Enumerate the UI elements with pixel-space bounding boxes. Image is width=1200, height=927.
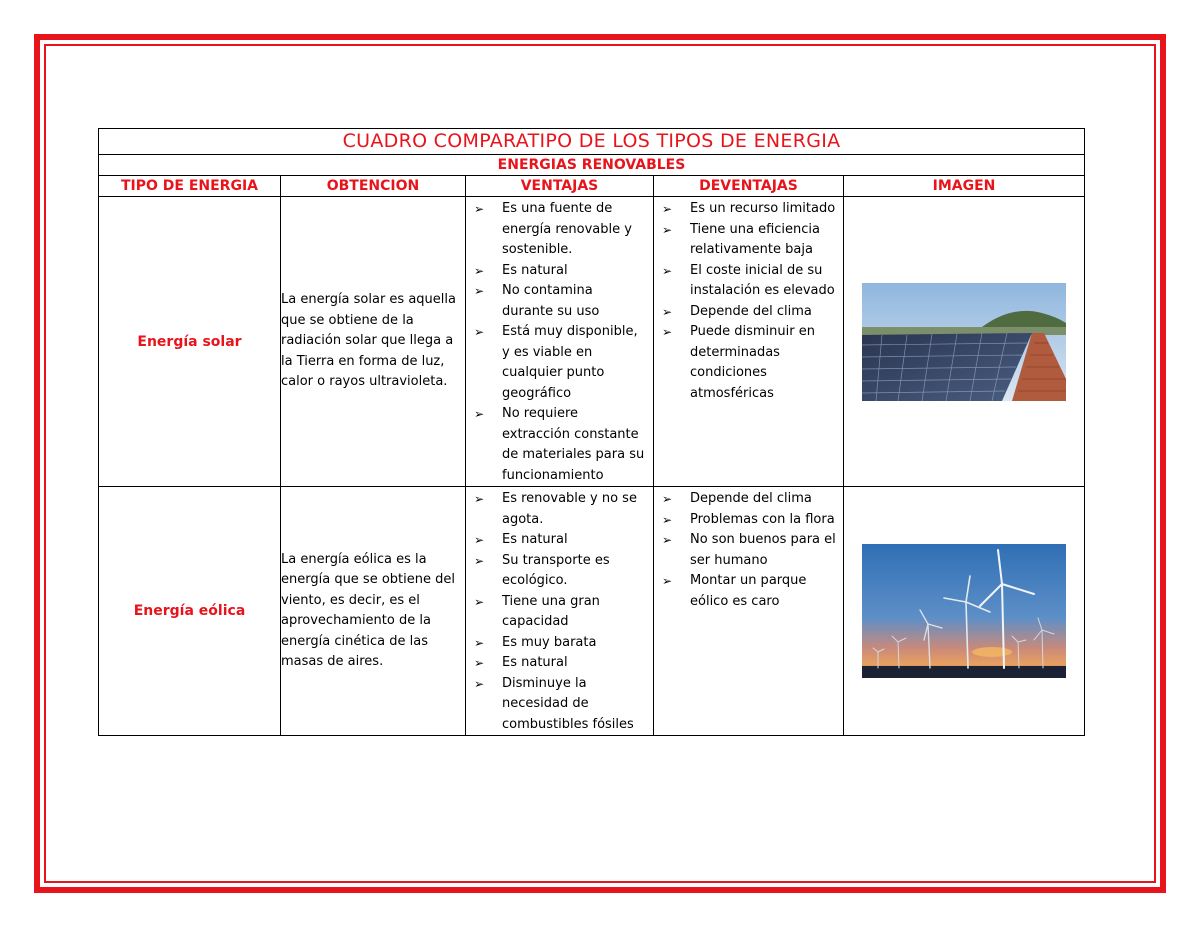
arrowhead-bullet-icon: ➢ — [474, 284, 485, 298]
list-item: ➢ Depende del clima — [660, 302, 837, 323]
column-header-ventajas: VENTAJAS — [466, 176, 654, 197]
arrowhead-bullet-icon: ➢ — [662, 263, 673, 278]
comparison-table — [98, 128, 1085, 736]
solar-panels-photo — [862, 283, 1066, 401]
list-item: ➢ Montar un parque eólico es caro — [662, 573, 807, 609]
column-headers — [99, 176, 1085, 197]
list-item: ➢ Es natural — [472, 653, 647, 674]
energy-type-solar: Energía solar — [99, 197, 281, 487]
list-item: ➢ Es natural — [472, 261, 647, 282]
table-subtitle: ENERGIAS RENOVABLES — [99, 155, 1085, 176]
arrowhead-bullet-icon: ➢ — [662, 574, 673, 588]
arrowhead-bullet-icon: ➢ — [662, 512, 673, 527]
ventajas-eolica — [466, 487, 654, 736]
list-item: ➢ Disminuye la necesidad de combustibles fósiles — [474, 675, 634, 732]
arrowhead-bullet-icon: ➢ — [662, 533, 673, 547]
arrowhead-bullet-icon: ➢ — [474, 594, 485, 609]
list-item: ➢ No requiere extracción constante de materiales para su funcionamiento — [474, 406, 645, 483]
list-item: ➢ Es natural — [472, 530, 647, 551]
column-header-tipo: TIPO DE ENERGIA — [99, 176, 281, 197]
ventajas-solar — [466, 197, 654, 487]
column-header-imagen: IMAGEN — [844, 176, 1085, 197]
arrowhead-bullet-icon: ➢ — [662, 492, 673, 506]
arrowhead-bullet-icon: ➢ — [474, 407, 485, 421]
arrowhead-bullet-icon: ➢ — [474, 492, 485, 506]
wind-turbines-photo — [862, 544, 1066, 678]
arrowhead-bullet-icon: ➢ — [474, 676, 485, 691]
column-header-obtencion: OBTENCION — [281, 176, 466, 197]
obtencion-solar: La energía solar es aquella que se obtiene de la radiación solar que llega a la Tierra en forma de luz, calor o rayos ultravioleta. — [281, 197, 466, 487]
list-item: ➢ Tiene una eficiencia relativamente baja — [662, 221, 821, 257]
image-cell-eolica — [844, 487, 1085, 736]
list-item: ➢ Puede disminuir en determinadas condiciones atmosféricas — [662, 324, 815, 401]
list-item: ➢ No son buenos para el ser humano — [662, 532, 836, 568]
arrowhead-bullet-icon: ➢ — [662, 325, 673, 339]
arrowhead-bullet-icon: ➢ — [474, 325, 485, 339]
list-item: ➢ No contamina durante su uso — [474, 283, 600, 319]
list-item: ➢ Problemas con la flora — [660, 510, 837, 531]
list-item: ➢ Es renovable y no se agota. — [474, 491, 637, 527]
arrowhead-bullet-icon: ➢ — [662, 202, 673, 216]
list-item: ➢ Es una fuente de energía renovable y sostenible. — [474, 201, 632, 257]
list-item: ➢ Está muy disponible, y es viable en cualquier punto geográfico — [474, 324, 638, 401]
image-cell-solar — [844, 197, 1085, 487]
arrowhead-bullet-icon: ➢ — [474, 656, 485, 670]
obtencion-eolica: La energía eólica es la energía que se obtiene del viento, es decir, es el aprovechamiento de la energía cinética de las masas de aires. — [281, 487, 466, 736]
arrowhead-bullet-icon: ➢ — [662, 222, 673, 237]
arrowhead-bullet-icon: ➢ — [474, 202, 485, 216]
list-item: ➢ Su transporte es ecológico. — [474, 552, 610, 588]
arrowhead-bullet-icon: ➢ — [474, 263, 485, 278]
arrowhead-bullet-icon: ➢ — [662, 304, 673, 319]
arrowhead-bullet-icon: ➢ — [474, 553, 485, 568]
desventajas-eolica — [654, 487, 844, 736]
table-row-eolica — [99, 487, 1085, 736]
list-item: ➢ Es un recurso limitado — [660, 199, 837, 220]
list-item: ➢ Tiene una gran capacidad — [474, 593, 600, 629]
desventajas-solar — [654, 197, 844, 487]
table-title: CUADRO COMPARATIPO DE LOS TIPOS DE ENERGIA — [99, 129, 1085, 155]
column-header-desventajas: DEVENTAJAS — [654, 176, 844, 197]
list-item: ➢ Es muy barata — [472, 633, 647, 654]
list-item: ➢ Depende del clima — [660, 489, 837, 510]
arrowhead-bullet-icon: ➢ — [474, 635, 485, 650]
table-row-solar — [99, 197, 1085, 487]
list-item: ➢ El coste inicial de su instalación es elevado — [662, 262, 835, 298]
energy-type-eolica: Energía eólica — [99, 487, 281, 736]
arrowhead-bullet-icon: ➢ — [474, 533, 485, 547]
